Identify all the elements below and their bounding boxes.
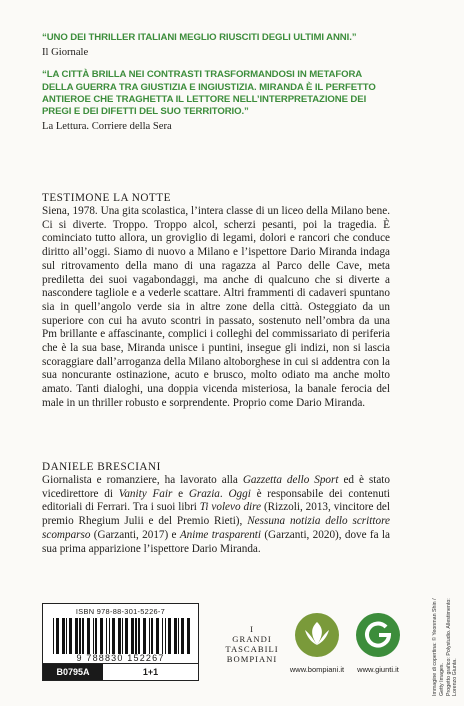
giunti-url: www.giunti.it — [357, 665, 399, 674]
book-title: TESTIMONE LA NOTTE — [42, 192, 171, 204]
product-code: B0795A — [43, 664, 103, 680]
barcode-bar — [66, 618, 67, 654]
barcode-bar — [53, 618, 54, 654]
code-row — [43, 663, 198, 680]
barcode-bar — [135, 618, 137, 654]
barcode-box — [42, 603, 199, 681]
barcode-bar — [79, 618, 81, 654]
cover-credits: Immagine di copertina: © Yeonman Shin / Getty Images. Progetto grafico: Polystudio. Allestimento: Lorenzo Giunta. — [432, 598, 459, 696]
review-source: Il Giornale — [42, 47, 89, 59]
barcode-bar — [62, 618, 65, 654]
barcode-bar — [87, 618, 90, 654]
barcode-bars — [53, 618, 190, 654]
review-quotes — [42, 32, 382, 143]
edition-mark: 1+1 — [142, 667, 159, 677]
barcode-bar — [168, 618, 171, 654]
barcode-bar — [109, 618, 110, 654]
series-logo: I GRANDI TASCABILI BOMPIANI — [225, 624, 279, 664]
barcode-bar — [75, 618, 78, 654]
barcode-bar — [181, 618, 184, 654]
isbn-text: ISBN 978-88-301-5226-7 — [75, 607, 166, 616]
barcode-bar — [112, 618, 115, 654]
barcode-bar — [100, 618, 103, 654]
barcode-bar — [178, 618, 179, 654]
giunti-logo-icon — [355, 612, 401, 658]
barcode-bar — [165, 618, 166, 654]
barcode-bar — [106, 618, 107, 654]
barcode-bar — [131, 618, 134, 654]
barcode-bar — [187, 618, 190, 654]
author-name: DANIELE BRESCIANI — [42, 461, 161, 473]
barcode-bar — [162, 618, 163, 654]
barcode-number: 9 788830 152267 — [76, 653, 165, 663]
review-quote: “UNO DEI THRILLER ITALIANI MEGLIO RIUSCITI DEGLI ULTIMI ANNI.” — [42, 32, 357, 43]
synopsis-section — [42, 191, 390, 411]
barcode-bar — [151, 618, 153, 654]
barcode-bar — [149, 618, 150, 654]
barcode-bar — [118, 618, 121, 654]
synopsis-text: Siena, 1978. Una gita scolastica, l’intera classe di un liceo della Milano bene. Ci si diverte. Troppo. Troppo alcol, scherzi pesanti, poi la tragedia. È cominciato tutto allora, un groviglio di legami, dolori e rancori che conduce diritto all’oggi. Siamo di nuovo a Milano e l’ispettore Dario Miranda indaga sul ritrovamento della mano di una ragazza al Parco delle Cave, meta prediletta dei suoi vagabondaggi, ma anche di qualcuno che si diverte a nascondere tagliole e a vederle scattare. Altri frammenti di cadaveri spuntano sia in quell’angolo verde sia in altre zone della città. Osteggiato da un superiore con cui ha avuto scontri in passato, sostenuto nell’ombra da una Pm brillante e affascinante, complici i colleghi del commissariato di periferia che è la sua base, Miranda unisce i puntini, insegue gli indizi, non si lascia scoraggiare dall’arroganza della Milano altoborghese in cui si addentra con la sua noncurante ostinazione, acuto e brusco, molto odiato ma anche molto amato. Tanti dialoghi, una doppia vicenda misteriosa, la banale ferocia del male in un thriller robusto e sorprendente. Proprio come Dario Miranda. — [42, 205, 390, 409]
barcode-bar — [69, 618, 72, 654]
barcode-bar — [138, 618, 140, 654]
author-section — [42, 460, 390, 556]
review-source: La Lettura. Corriere della Sera — [42, 121, 172, 133]
barcode-bar — [156, 618, 159, 654]
bompiani-logo-icon — [294, 612, 340, 658]
barcode-bar — [125, 618, 128, 654]
bompiani-url: www.bompiani.it — [289, 665, 345, 674]
barcode-bar — [174, 618, 177, 654]
barcode-bar — [122, 618, 123, 654]
barcode-bar — [95, 618, 97, 654]
review-quote: “LA CITTÀ BRILLA NEI CONTRASTI TRASFORMANDOSI IN METAFORA DELLA GUERRA TRA GIUSTIZIA E INGIUSTIZIA. MIRANDA È IL PERFETTO ANTIEROE CHE TRAGHETTA IL LETTORE NELL’INTERPRETAZIONE DEI PREGI E DEI DIFETTI DEL SUO TERRITORIO.” — [42, 69, 376, 118]
barcode-bar — [93, 618, 94, 654]
barcode-bar — [82, 618, 84, 654]
barcode-bar — [56, 618, 59, 654]
author-bio: Giornalista e romanziere, ha lavorato alla Gazzetta dello Sport ed è stato vicedirettore di Vanity Fair e Grazia. Oggi è responsabile dei contenuti editoriali di Ferrari. Tra i suoi libri Ti volevo dire (Rizzoli, 2013, vincitore del premio Rhegium Julii e del Premio Rieti), Nessuna notizia dello scrittore scomparso (Garzanti, 2017) e Anime trasparenti (Garzanti, 2020), dove fa la sua prima apparizione l’ispettore Dario Miranda. — [42, 474, 391, 555]
barcode-bar — [143, 618, 146, 654]
